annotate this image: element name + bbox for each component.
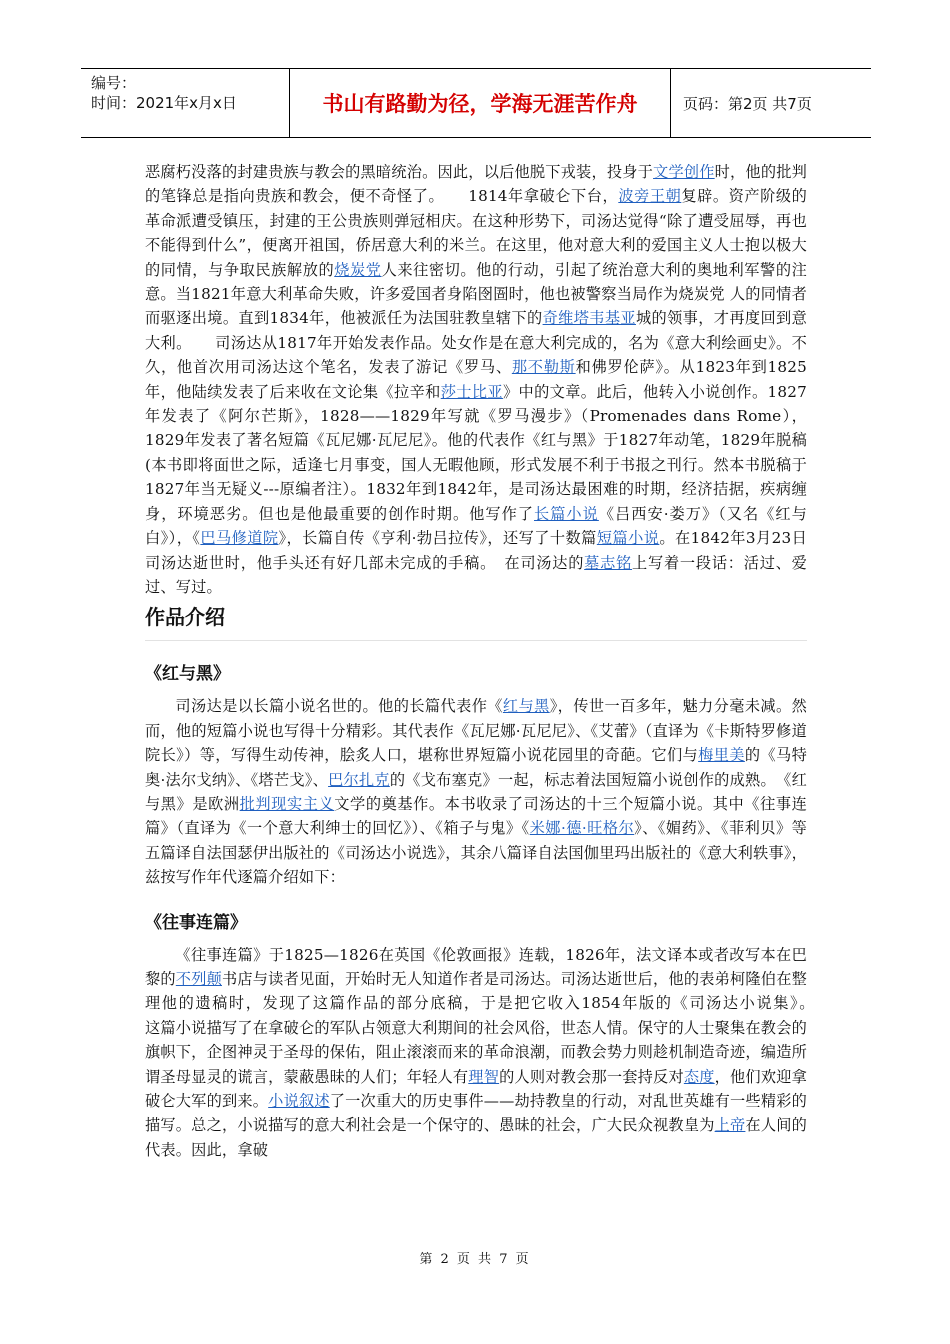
page-label: 页码：第2页 共7页 bbox=[683, 94, 812, 113]
text-run: 》、《媚药》、《菲利贝》等五篇译自法国瑟伊出版社的《司汤达小说选》，其余八篇译自法国伽里玛出版社的《意大利轶事》，兹按写作年代逐篇介绍如下： bbox=[145, 819, 808, 887]
link-epitaph[interactable]: 墓志铭 bbox=[584, 553, 633, 572]
subheading-red-and-black: 《红与黑》 bbox=[145, 664, 230, 685]
section-title: 作品介绍 bbox=[145, 601, 807, 641]
link-red-and-black[interactable]: 红与黑 bbox=[502, 697, 550, 716]
biography-paragraph bbox=[145, 160, 807, 599]
text-run: 了一次重大的历史事件——劫持教皇的行动，对乱世英雄有一些精彩的描写。总之，小说描写的意大利社会是一个保守的、愚昧的社会，广大民众视教皇为 bbox=[145, 1092, 807, 1135]
text-run: 文学的奠基作。本书收录了司汤达的十三个短篇小说。其中《往事连篇》（直译为《一个意大利绅士的回忆》）、《箱子与鬼》《 bbox=[145, 794, 808, 838]
text-run: 城的领事，才再度回到意大利。 司汤达从1817年开始发表作品。处女作是在意大利完成的，名为《意大利绘画史》。不久，他首次用司汤达这个笔名，发表了游记《罗马、 bbox=[145, 309, 808, 377]
link-merimee[interactable]: 梅里美 bbox=[698, 746, 745, 765]
link-narration[interactable]: 小说叙述 bbox=[268, 1092, 330, 1110]
text-run: 司汤达是以长篇小说名世的。他的长篇代表作《 bbox=[175, 697, 503, 716]
text-run: 在人间的代表。因此，拿破 bbox=[145, 1116, 807, 1159]
link-reason[interactable]: 理智 bbox=[468, 1067, 500, 1086]
text-run: 》中的文章。此后，他转入小说创作。1827年发表了《阿尔芒斯》，1828——1829年写就《罗马漫步》（Promenades dans Rome），1829年发表了著名短篇《瓦尼娜·瓦尼尼》。他的代表作《红与黑》于1827年动笔，1829年脱稿(本书即将面世之际，适逢七月事变，国人无暇他顾，形式发展不利于书报之刊行。然本书脱稿于1827年当无疑义---原编者注）。1832年到1842年，是司汤达最困难的时期，经济拮据，疾病缠身，环境恶劣。但也是他最重要的创作时期。他写作了 bbox=[145, 382, 807, 523]
text-run: 和佛罗伦萨》。从1823年到1825年，他陆续发表了后来收在文论集《拉辛和 bbox=[145, 358, 807, 401]
text-run: 。在1842年3月23日司汤达逝世时，他手头还有好几部未完成的手稿。 在司汤达的 bbox=[145, 529, 808, 572]
link-god[interactable]: 上帝 bbox=[714, 1116, 746, 1135]
page-footer: 第 2 页 共 7 页 bbox=[419, 1252, 531, 1267]
header-info bbox=[81, 69, 290, 137]
link-charterhouse-of-parma[interactable]: 巴马修道院 bbox=[200, 529, 279, 548]
text-run: 恶腐朽没落的封建贵族与教会的黑暗统治。因此，以后他脱下戎装，投身于 bbox=[145, 163, 654, 181]
text-run: 的《马特奥·法尔戈纳》、《塔芒戈》、 bbox=[145, 746, 807, 789]
link-shakespeare[interactable]: 莎士比亚 bbox=[440, 382, 503, 401]
link-balzac[interactable]: 巴尔扎克 bbox=[328, 770, 390, 789]
text-run: 的人则对教会那一套持反对 bbox=[499, 1067, 684, 1086]
text-run: 人来往密切。他的行动，引起了统治意大利的奥地利军警的注意。当1821年意大利革命失败，许多爱国者身陷囹圄时，他也被警察当局作为烧炭党 人的同情者而驱逐出境。直到1834年，他被派任为法国驻教皇辖下的 bbox=[145, 260, 807, 328]
text-run: 上写着一段话：活过、爱过、写过。 bbox=[145, 553, 807, 596]
link-carbonari[interactable]: 烧炭党 bbox=[334, 260, 382, 279]
link-naples[interactable]: 那不勒斯 bbox=[511, 358, 576, 377]
link-attitude[interactable]: 态度 bbox=[683, 1067, 715, 1086]
link-civitavecchia[interactable]: 奇维塔韦基亚 bbox=[542, 309, 636, 328]
text-run: 《往事连篇》于1825—1826在英国《伦敦画报》连载，1826年，法文译本或者改写本在巴黎的 bbox=[145, 945, 807, 988]
link-critical-realism[interactable]: 批判现实主义 bbox=[239, 794, 335, 813]
past-memories-paragraph bbox=[145, 943, 854, 1163]
text-run: 《吕西安·娄万》（又名《红与白》），《 bbox=[145, 504, 807, 548]
link-literary-creation[interactable]: 文学创作 bbox=[653, 163, 715, 181]
link-short-story[interactable]: 短篇小说 bbox=[596, 529, 660, 548]
header-table bbox=[81, 68, 871, 138]
link-mina-de-vanghel[interactable]: 米娜·德·旺格尔 bbox=[529, 819, 635, 838]
motto: 书山有路勤为径，学海无涯苦作舟 bbox=[290, 69, 671, 137]
link-bourbon-dynasty[interactable]: 波旁王朝 bbox=[618, 187, 682, 206]
text-run: 复辟。资产阶级的革命派遭受镇压，封建的王公贵族则弹冠相庆。在这种形势下，司汤达觉得“除了遭受屈辱，再也不能得到什么”，便离开祖国，侨居意大利的米兰。在这里，他对意大利的爱国主义人士抱以极大的同情，与争取民族解放的 bbox=[145, 187, 807, 279]
text-run: 时，他的批判的笔锋总是指向贵族和教会，便不奇怪了。 1814年拿破仑下台， bbox=[145, 163, 808, 206]
link-novel[interactable]: 长篇小说 bbox=[534, 504, 599, 523]
document-body bbox=[145, 160, 854, 1162]
red-and-black-paragraph bbox=[145, 694, 807, 889]
number-label: 编号： bbox=[91, 74, 137, 92]
text-run: ，他们欢迎拿破仑大军的到来。 bbox=[145, 1067, 808, 1110]
text-run: 》，传世一百多年，魅力分毫未减。然而，他的短篇小说也写得十分精彩。其代表作《瓦尼娜·瓦尼尼》、《艾蕾》（直译为《卡斯特罗修道院长》）等，写得生动传神，脍炙人口，堪称世界短篇小说花园里的奇葩。它们与 bbox=[145, 697, 807, 765]
subheading-past-memories: 《往事连篇》 bbox=[145, 912, 247, 933]
text-run: 书店与读者见面，开始时无人知道作者是司汤达。司汤达逝世后，他的表弟柯隆伯在整理他的遗稿时，发现了这篇作品的部分底稿，于是把它收入1854年版的《司汤达小说集》。 这篇小说描写了在拿破仑的军队占领意大利期间的社会风俗，世态人情。保守的人士聚集在教会的旗帜下，企图神灵于圣母的保佑，阻止滚滚而来的革命浪潮，而教会势力则趁机制造奇迹，编造所谓圣母显灵的谎言，蒙蔽愚昧的人们；年轻人有 bbox=[145, 969, 854, 1086]
text-run: 》，长篇自传《亨利·勃吕拉传》，还写了十数篇 bbox=[278, 529, 597, 548]
link-britain[interactable]: 不列颠 bbox=[175, 969, 222, 988]
text-run: 的《戈布塞克》一起，标志着法国短篇小说创作的成熟。 《红与黑》是欧洲 bbox=[145, 770, 808, 813]
time-label: 时间：2021年x月x日 bbox=[91, 94, 237, 112]
